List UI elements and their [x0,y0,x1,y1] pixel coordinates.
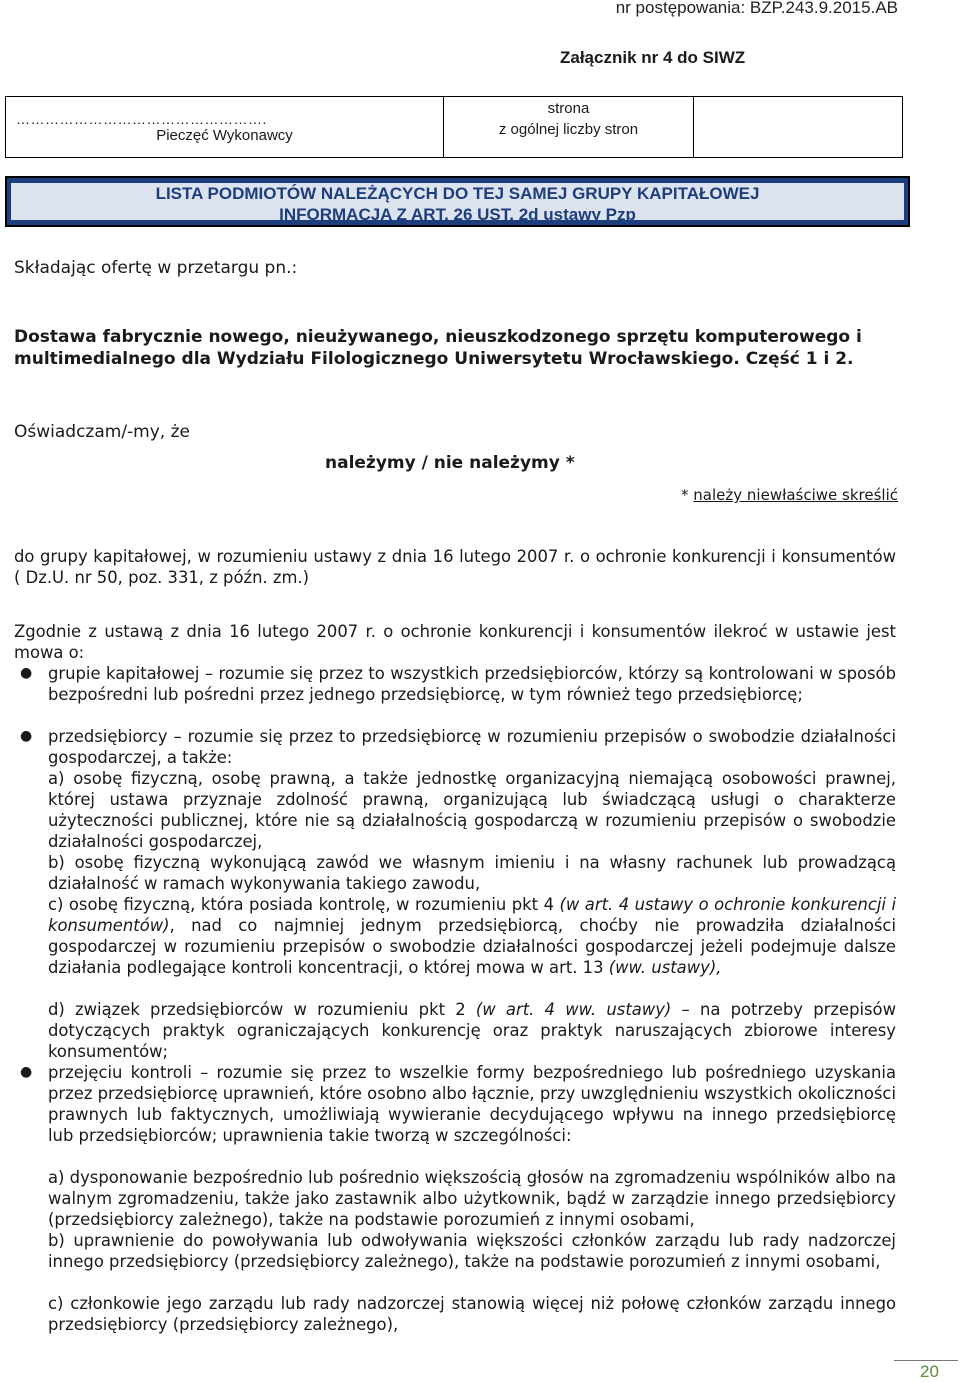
item-d-part-1: d) związek przedsiębiorców w rozumieniu pkt 2 [48,1000,476,1019]
tender-subject: Dostawa fabrycznie nowego, nieużywanego, nieuszkodzonego sprzętu komputerowego i multimedialnego dla Wydziału Filologicznego Uniwersytetu Wrocławskiego. Część 1 i 2. [14,327,862,369]
takeover-item-a: a) dysponowanie bezpośrednio lub pośrednio większością głosów na zgromadzeniu wspólników albo na walnym zgromadzeniu, także jako zastawnik albo użytkownik, bądź w zarządzie innego przedsiębiorcy (przedsiębiorcy zależnego), także na podstawie porozumień z innymi osobami, [48,1168,896,1229]
intro-text: Składając ofertę w przetargu pn.: [14,258,298,278]
annex-title: Załącznik nr 4 do SIWZ [560,48,746,67]
case-number: nr postępowania: BZP.243.9.2015.AB [615,0,898,17]
item-c-part-4: (ww. ustawy), [608,958,722,977]
group-paragraph: do grupy kapitałowej, w rozumieniu ustawy z dnia 16 lutego 2007 r. o ochronie konkurencji i konsumentów ( Dz.U. nr 50, poz. 331, z późn. zm.) [14,547,896,587]
section-banner [5,176,910,227]
item-d-part-3: – na potrzeby przepisów dotyczących praktyk ograniczających konkurencję oraz praktyk naruszających zbiorowe interesy konsumentów; [48,1000,896,1061]
page-number-box [894,1360,958,1380]
bullet-3-icon: ● [20,1064,33,1080]
strike-note-text: należy niewłaściwe skreślić [693,486,898,504]
takeover-item-c: c) członkowie jego zarządu lub rady nadzorczej stanowią więcej niż połowę członków zarządu innego przedsiębiorcy (przedsiębiorcy zależnego), [48,1294,896,1334]
entrepreneur-item-b: b) osobę fizyczną wykonującą zawód we własnym imieniu i na własny rachunek lub prowadzącą działalność w ramach wykonywania takiego zawodu, [48,853,896,893]
page-number: 20 [920,1362,939,1381]
strike-star: * [681,486,694,504]
header-table [5,96,903,158]
membership-choice: należymy / nie należymy * [325,453,575,473]
banner-inner [11,183,904,224]
takeover-item-b: b) uprawnienie do powoływania lub odwoływania większości członków zarządu lub rady nadzorczej innego przedsiębiorcy (przedsiębiorcy zależnego), także na podstawie porozumień z innymi osobami, [48,1231,896,1271]
page-label: strona [547,100,590,117]
entrepreneur-item-a: a) osobę fizyczną, osobę prawną, a także jednostkę organizacyjną niemającą osobowości prawnej, której ustawa przyznaje zdolność prawną, organizującą lub świadczącą usługi o charakterze użyteczności publicznej, które nie są działalnością gospodarczą w rozumieniu przepisów o swobodzie działalności gospodarczej, [48,769,896,851]
item-c-part-3: , nad co najmniej jednym przedsiębiorcą, choćby nie prowadziła działalności gospodarczej w rozumieniu przepisów o swobodzie działalności gospodarczej jeżeli podejmuje dalsze działania podlegające kontroli koncentracji, o której mowa w art. 13 [48,916,896,977]
entrepreneur-item-d [48,999,896,1062]
definition-takeover: przejęciu kontroli – rozumie się przez to wszelkie formy bezpośredniego lub pośredniego uzyskania przez przedsiębiorcę uprawnień, które osobno albo łącznie, przy uwzględnieniu wszystkich okoliczności prawnych lub faktycznych, umożliwiają wywieranie decydującego wpływu na innego przedsiębiorcę lub przedsiębiorców; uprawnienia takie tworzą w szczególności: [48,1063,896,1145]
definition-capital-group: grupie kapitałowej – rozumie się przez to wszystkich przedsiębiorców, którzy są kontrolowani w sposób bezpośredni lub pośredni przez jednego przedsiębiorcę, w tym również tego przedsiębiorcę; [48,664,896,704]
strike-note [681,486,898,504]
item-c-part-2: (w art. 4 ustawy o ochronie konkurencji i konsumentów) [48,895,897,935]
bullet-2-icon: ● [20,728,33,744]
definition-entrepreneur: przedsiębiorcy – rozumie się przez to przedsiębiorcę w rozumieniu przepisów o swobodzie działalności gospodarczej, a także: [48,727,896,767]
item-d-part-2: (w art. 4 ww. ustawy) [475,1000,672,1019]
stamp-cell [6,97,444,157]
page-count-cell [444,97,694,157]
entrepreneur-item-c [48,894,896,978]
page-total-label: z ogólnej liczby stron [498,121,639,138]
banner-line-1: LISTA PODMIOTÓW NALEŻĄCYCH DO TEJ SAMEJ GRUPY KAPITAŁOWEJ [155,184,760,203]
law-paragraph: Zgodnie z ustawą z dnia 16 lutego 2007 r. o ochronie konkurencji i konsumentów ilekroć w ustawie jest mowa o: [14,622,896,662]
bullet-1-icon: ● [20,665,33,681]
empty-cell [694,97,902,157]
stamp-label: Pieczęć Wykonawcy [156,127,293,144]
item-c-part-1: c) osobę fizyczną, która posiada kontrolę, w rozumieniu pkt 4 [48,895,560,914]
banner-line-2: INFORMACJA Z ART. 26 UST. 2d ustawy Pzp [279,205,636,224]
stamp-dots: ……………………………………………. [16,111,267,127]
declaration-text: Oświadczam/-my, że [14,422,190,442]
